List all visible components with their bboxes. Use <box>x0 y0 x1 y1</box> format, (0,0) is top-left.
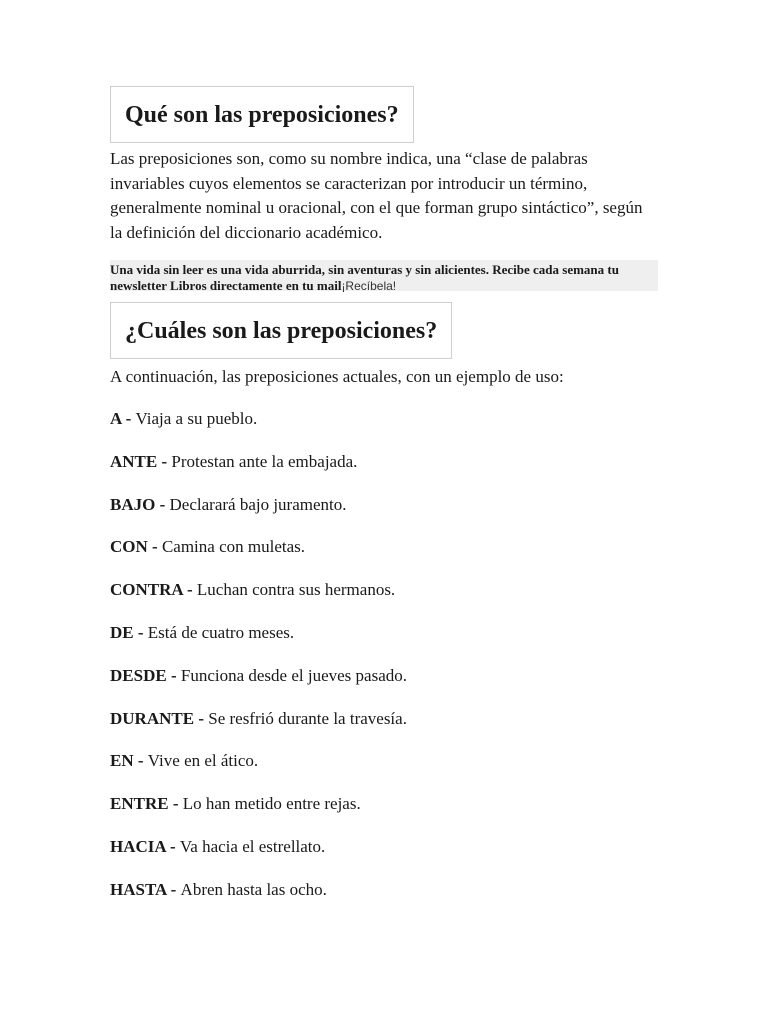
preposition-word: CONTRA <box>110 580 183 600</box>
preposition-example: Camina con muletas. <box>161 537 306 557</box>
preposition-example: Vive en el ático. <box>147 751 259 771</box>
preposition-example: Declarará bajo juramento. <box>169 494 347 514</box>
preposition-example: Viaja a su pueblo. <box>135 409 258 428</box>
preposition-example: Está de cuatro meses. <box>147 622 295 642</box>
section-heading-box <box>110 302 452 359</box>
preposition-separator: - <box>121 409 136 428</box>
preposition-item <box>110 749 658 773</box>
newsletter-banner <box>110 260 658 291</box>
preposition-separator: - <box>166 879 181 899</box>
preposition-word: ENTRE <box>110 794 169 814</box>
preposition-separator: - <box>194 708 209 728</box>
preposition-word: DE <box>110 622 134 642</box>
preposition-example: Luchan contra sus hermanos. <box>196 580 396 600</box>
preposition-example: Lo han metido entre rejas. <box>182 794 361 814</box>
preposition-item <box>110 621 658 645</box>
subscribe-link[interactable]: ¡Recíbela! <box>341 279 397 293</box>
preposition-item <box>110 407 658 431</box>
preposition-item <box>110 792 658 816</box>
preposition-separator: - <box>157 451 172 471</box>
section-title-cuales-son: ¿Cuáles son las preposiciones? <box>125 318 438 344</box>
preposition-word: EN <box>110 751 134 771</box>
preposition-list <box>110 407 658 902</box>
preposition-item <box>110 450 658 474</box>
preposition-item <box>110 878 658 902</box>
definition-paragraph: Las preposiciones son, como su nombre indica, una “clase de palabras invariables cuyos elementos se caracterizan por introducir un término, generalmente nominal u oracional, con el que forman grupo sintáctico”, según la definición del diccionario académico. <box>110 149 643 242</box>
newsletter-text: Una vida sin leer es una vida aburrida, sin aventuras y sin alicientes. Recibe cada semana tu newsletter Libros directamente en tu mail <box>110 262 619 293</box>
preposition-word: HASTA <box>110 879 167 899</box>
preposition-separator: - <box>147 537 162 557</box>
preposition-example: Se resfrió durante la travesía. <box>208 708 407 728</box>
preposition-word: ANTE <box>110 451 158 471</box>
preposition-item <box>110 707 658 731</box>
preposition-word: A <box>110 409 122 428</box>
section-heading-box <box>110 86 414 143</box>
preposition-example: Funciona desde el jueves pasado. <box>180 665 407 685</box>
preposition-example: Abren hasta las ocho. <box>180 879 327 899</box>
preposition-example: Va hacia el estrellato. <box>179 836 326 856</box>
usage-intro-paragraph: A continuación, las preposiciones actuales, con un ejemplo de uso: <box>110 367 564 386</box>
preposition-item <box>110 664 658 688</box>
preposition-word: BAJO <box>110 494 156 514</box>
preposition-separator: - <box>165 836 180 856</box>
preposition-item <box>110 493 658 517</box>
preposition-word: CON <box>110 537 148 557</box>
preposition-separator: - <box>166 665 181 685</box>
preposition-word: DURANTE <box>110 708 195 728</box>
preposition-separator: - <box>133 751 148 771</box>
section-title-que-son: Qué son las preposiciones? <box>125 102 399 128</box>
preposition-item <box>110 535 658 559</box>
preposition-separator: - <box>155 494 170 514</box>
preposition-item <box>110 578 658 602</box>
preposition-word: DESDE <box>110 665 167 685</box>
preposition-item <box>110 835 658 859</box>
preposition-word: HACIA <box>110 836 166 856</box>
preposition-separator: - <box>168 794 183 814</box>
preposition-separator: - <box>182 580 197 600</box>
article-content <box>110 86 658 902</box>
preposition-example: Protestan ante la embajada. <box>171 451 358 471</box>
preposition-separator: - <box>133 622 148 642</box>
